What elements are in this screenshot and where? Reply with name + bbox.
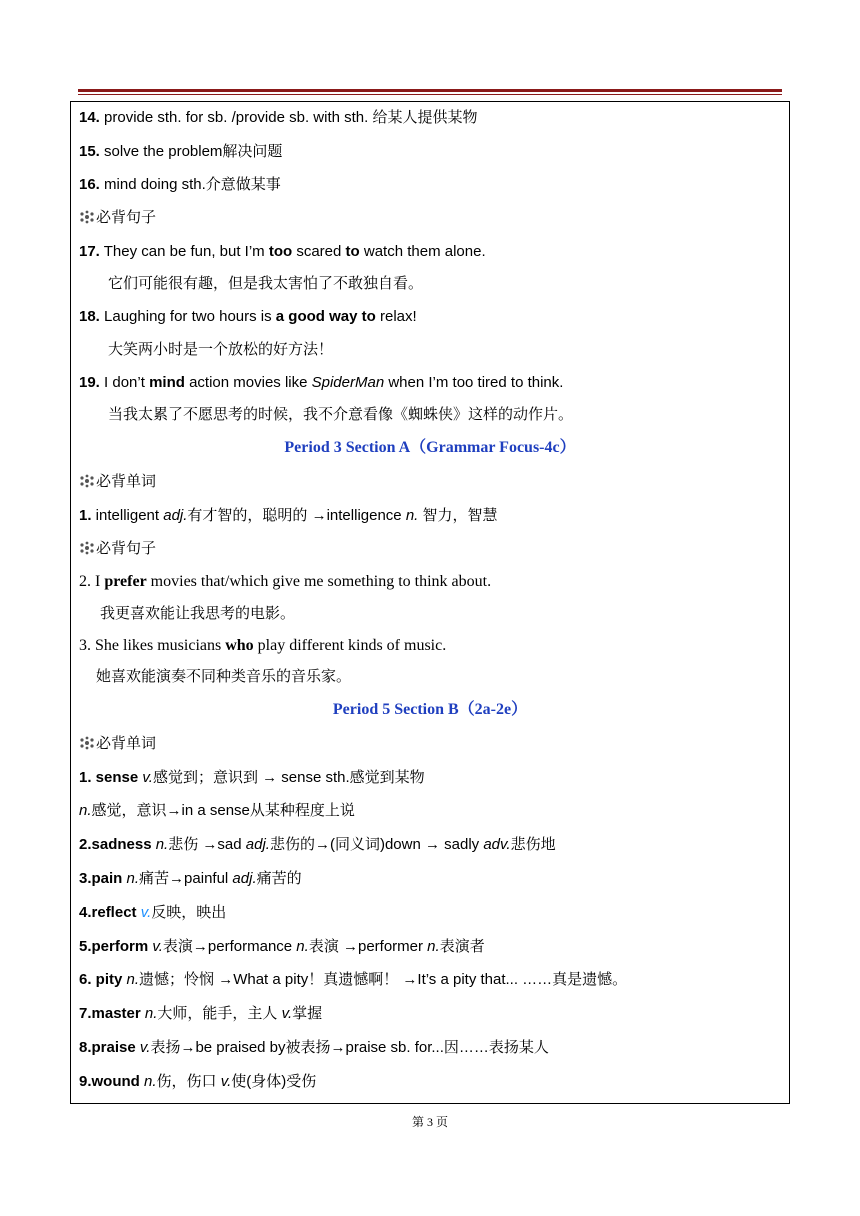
- section-heading-sentences: 必背句子: [79, 208, 781, 228]
- sentence-17: 17. They can be fun, but I’m too scared to watch them alone.: [79, 243, 486, 260]
- header-rule-thin: [78, 94, 782, 95]
- sentence-18: 18. Laughing for two hours is a good way to relax!: [79, 308, 417, 325]
- word-reflect: 4.reflect v.反映，映出: [79, 904, 227, 921]
- word-intelligent: 1. intelligent adj.有才智的，聪明的 →intelligence n. 智力，智慧: [79, 507, 498, 524]
- word-master: 7.master n.大师，能手，主人 v.掌握: [79, 1005, 323, 1022]
- flower-icon: [79, 736, 95, 750]
- word-sense: 1. sense v.感觉到；意识到 → sense sth.感觉到某物: [79, 769, 425, 786]
- flower-icon: [79, 541, 95, 555]
- sentence-3-translation: 她喜欢能演奏不同种类音乐的音乐家。: [96, 668, 352, 685]
- word-wound: 9.wound n.伤，伤口 v.使(身体)受伤: [79, 1073, 317, 1090]
- sentence-2: 2. I prefer movies that/which give me something to think about.: [79, 573, 492, 590]
- word-pain: 3.pain n.痛苦→painful adj.痛苦的: [79, 870, 302, 887]
- word-praise: 8.praise v.表扬→be praised by被表扬→praise sb. for...因……表扬某人: [79, 1039, 549, 1056]
- section-heading-words: 必背单词: [79, 472, 781, 492]
- period-3-title: Period 3 Section A（Grammar Focus-4c）: [284, 439, 576, 456]
- period-5-title: Period 5 Section B（2a-2e）: [332, 701, 528, 718]
- phrase-15: 15. solve the problem解决问题: [79, 143, 283, 160]
- phrase-16: 16. mind doing sth.介意做某事: [79, 176, 281, 193]
- sentence-2-translation: 我更喜欢能让我思考的电影。: [100, 605, 296, 622]
- word-pity: 6. pity n.遗憾；怜悯 →What a pity！真遗憾啊！ →It’s a pity that... ……真是遗憾。: [79, 971, 628, 988]
- page-number: 第 3 页: [411, 1115, 449, 1129]
- sentence-3: 3. She likes musicians who play different kinds of music.: [79, 637, 447, 654]
- section-heading-sentences: 必背句子: [79, 539, 781, 559]
- word-sense-noun: n.感觉，意识→in a sense从某种程度上说: [79, 802, 355, 819]
- flower-icon: [79, 474, 95, 488]
- word-sadness: 2.sadness n.悲伤 →sad adj.悲伤的→(同义词)down → sadly adv.悲伤地: [79, 836, 556, 853]
- content-box: [70, 101, 790, 1104]
- sentence-19-translation: 当我太累了不愿思考的时候，我不介意看像《蜘蛛侠》这样的动作片。: [108, 406, 574, 423]
- section-heading-words: 必背单词: [79, 734, 781, 754]
- sentence-17-translation: 它们可能很有趣，但是我太害怕了不敢独自看。: [108, 275, 424, 292]
- flower-icon: [79, 210, 95, 224]
- word-perform: 5.perform v.表演→performance n.表演 →performer n.表演者: [79, 938, 485, 955]
- sentence-18-translation: 大笑两小时是一个放松的好方法！: [108, 341, 334, 358]
- phrase-14: 14. provide sth. for sb. /provide sb. with sth. 给某人提供某物: [79, 109, 478, 126]
- sentence-19: 19. I don’t mind action movies like SpiderMan when I’m too tired to think.: [79, 374, 564, 391]
- header-rule-thick: [78, 89, 782, 92]
